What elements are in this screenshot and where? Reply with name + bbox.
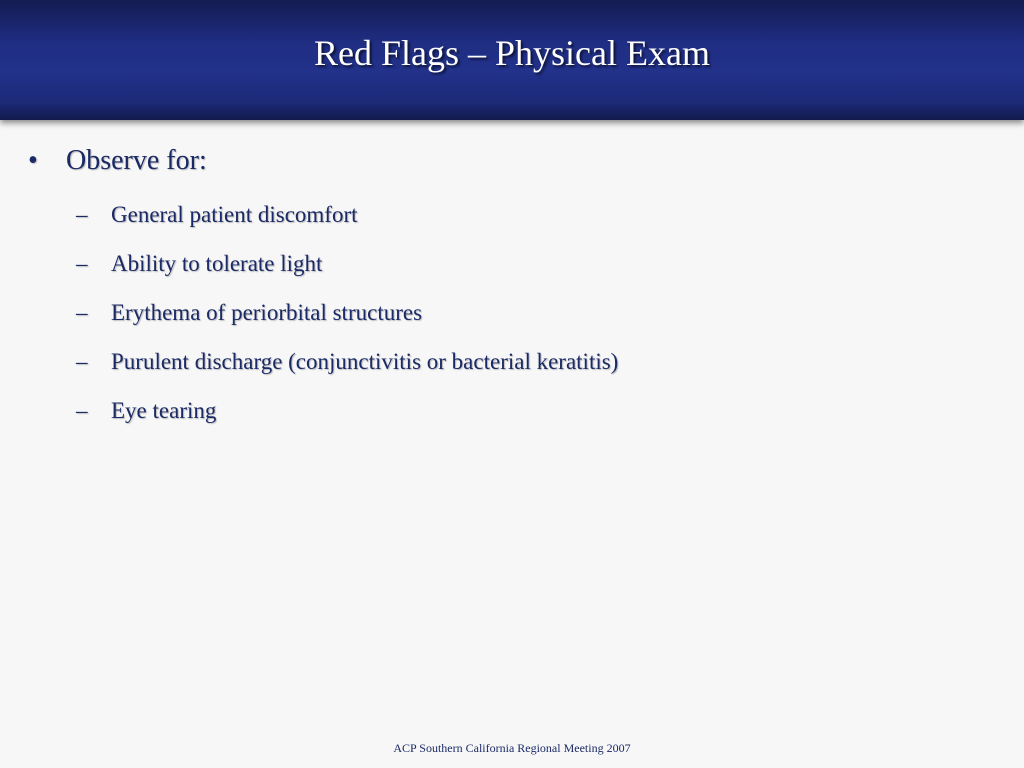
bullet-text: Observe for: [66, 145, 207, 176]
sub-item-marker: – [76, 349, 88, 374]
sub-item-text: Ability to tolerate light [111, 251, 323, 276]
sub-item-marker: – [76, 202, 88, 227]
sub-item-text: General patient discomfort [111, 202, 358, 227]
bullet-marker: • [28, 145, 38, 176]
sub-item-text: Erythema of periorbital structures [111, 300, 423, 325]
slide-footer: ACP Southern California Regional Meeting 2007 [393, 741, 631, 755]
sub-item-marker: – [76, 251, 88, 276]
slide-title: Red Flags – Physical Exam [314, 33, 710, 73]
sub-item-text: Eye tearing [111, 398, 217, 423]
title-banner [0, 0, 1024, 120]
sub-item-marker: – [76, 398, 88, 423]
sub-item-marker: – [76, 300, 88, 325]
sub-item-text: Purulent discharge (conjunctivitis or bacterial keratitis) [111, 349, 619, 374]
